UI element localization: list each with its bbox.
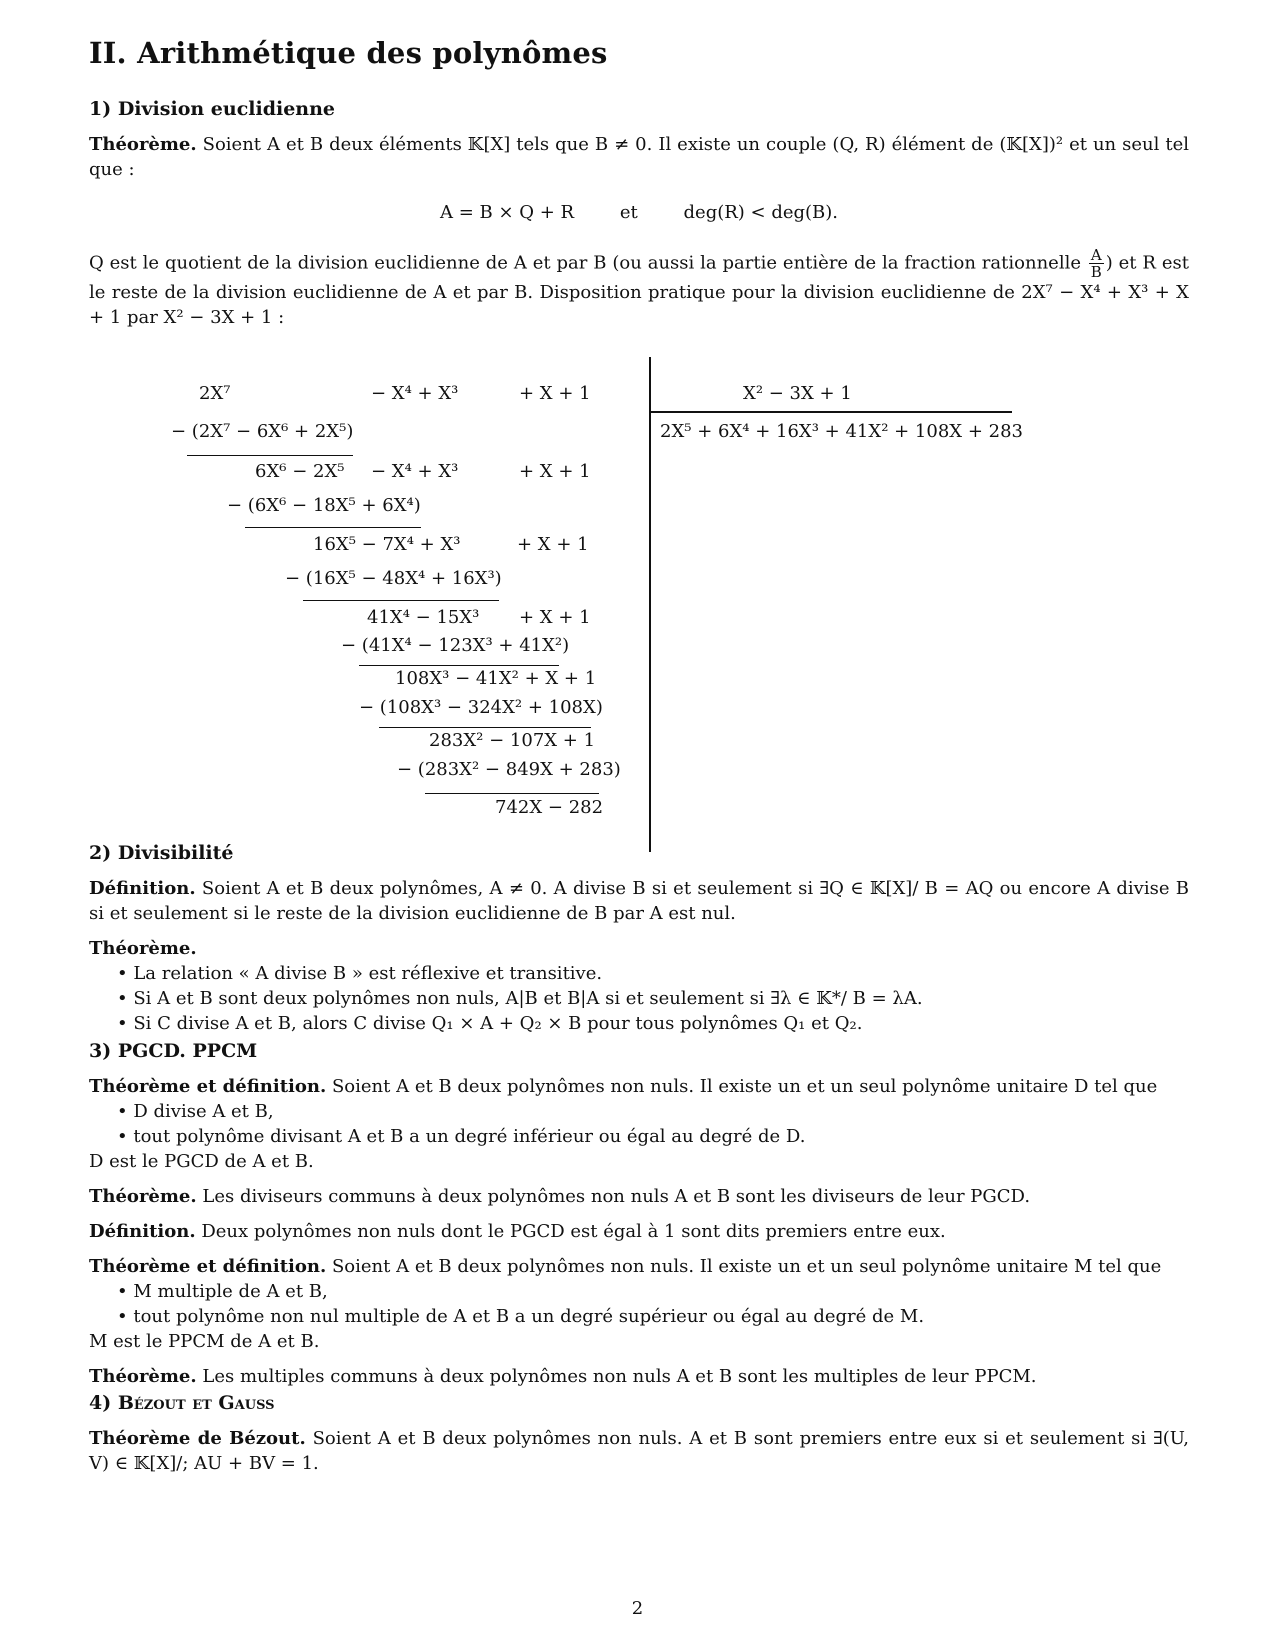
section-divisibility bbox=[89, 842, 1189, 1040]
list-item: • Si A et B sont deux polynômes non nuls, A|B et B|A si et seulement si ∃λ ∈ 𝕂*/ B = λA. bbox=[117, 986, 1189, 1011]
division-layout bbox=[89, 357, 1189, 852]
list-item: • tout polynôme divisant A et B a un degré inférieur ou égal au degré de D. bbox=[117, 1124, 1189, 1149]
division-step-5: − (108X³ − 324X² + 108X) bbox=[359, 697, 603, 718]
definition-text: Deux polynômes non nuls dont le PGCD est égal à 1 sont dits premiers entre eux. bbox=[201, 1221, 946, 1242]
division-formula: A = B × Q + R et deg(R) < deg(B). bbox=[439, 202, 839, 223]
theorem-division bbox=[89, 132, 1189, 182]
document-page bbox=[89, 36, 1189, 340]
theorem-definition-label: Théorème et définition. bbox=[89, 1256, 327, 1277]
division-step-2: − (6X⁶ − 18X⁵ + 6X⁴) bbox=[227, 495, 421, 516]
fraction-denominator: B bbox=[1090, 263, 1102, 281]
remainder-6: 283X² − 107X + 1 bbox=[429, 730, 596, 751]
division-rule-3 bbox=[303, 600, 499, 601]
theorem-label-divisibility: Théorème. bbox=[89, 938, 197, 959]
list-item: • La relation « A divise B » est réflexive et transitive. bbox=[117, 961, 1189, 986]
dividend-term-3: + X + 1 bbox=[519, 383, 591, 404]
quotient: 2X⁵ + 6X⁴ + 16X³ + 41X² + 108X + 283 bbox=[660, 421, 1023, 442]
section-heading-division: 1) Division euclidienne bbox=[89, 98, 336, 120]
definition-divisibility bbox=[89, 876, 1189, 926]
list-item: • D divise A et B, bbox=[117, 1099, 1189, 1124]
theorem-definition-label: Théorème et définition. bbox=[89, 1076, 327, 1097]
division-vertical-bar bbox=[649, 357, 651, 852]
division-rule-4 bbox=[359, 665, 559, 666]
section-pgcd-ppcm bbox=[89, 1040, 1189, 1399]
pgcd-conclusion: D est le PGCD de A et B. bbox=[89, 1151, 314, 1172]
section-bezout-gauss bbox=[89, 1392, 1189, 1486]
remainder-2-a: 6X⁶ − 2X⁵ bbox=[255, 461, 345, 482]
theorem-label: Théorème. bbox=[89, 134, 197, 155]
division-rule-2 bbox=[245, 527, 421, 528]
definition-label: Définition. bbox=[89, 1221, 196, 1242]
theorem-definition-text: Soient A et B deux polynômes non nuls. Il existe un et un seul polynôme unitaire D tel que bbox=[331, 1076, 1158, 1097]
page-title: II. Arithmétique des polynômes bbox=[89, 36, 608, 70]
list-item: • tout polynôme non nul multiple de A et B a un degré supérieur ou égal au degré de M. bbox=[117, 1304, 1189, 1329]
section-heading-pgcd: 3) PGCD. PPCM bbox=[89, 1040, 258, 1062]
remainder-5: 108X³ − 41X² + X + 1 bbox=[395, 668, 597, 689]
fraction-a-over-b bbox=[1089, 247, 1104, 280]
section-heading-divisibility: 2) Divisibilité bbox=[89, 842, 234, 864]
division-rule-1 bbox=[187, 455, 353, 456]
remainder-2-c: + X + 1 bbox=[519, 461, 591, 482]
list-item: • M multiple de A et B, bbox=[117, 1279, 1189, 1304]
remainder-4-a: 41X⁴ − 15X³ bbox=[367, 607, 480, 628]
remainder-2-b: − X⁴ + X³ bbox=[371, 461, 459, 482]
theorem-definition-text: Soient A et B deux polynômes non nuls. Il existe un et un seul polynôme unitaire M tel que bbox=[331, 1256, 1162, 1277]
division-step-1: − (2X⁷ − 6X⁶ + 2X⁵) bbox=[171, 421, 354, 442]
division-step-4: − (41X⁴ − 123X³ + 41X²) bbox=[341, 635, 570, 656]
page-number: 2 bbox=[631, 1598, 644, 1619]
division-rule-6 bbox=[425, 793, 599, 794]
theorem-label: Théorème de Bézout. bbox=[89, 1428, 306, 1449]
fraction-numerator: A bbox=[1090, 246, 1102, 264]
division-step-6: − (283X² − 849X + 283) bbox=[397, 759, 621, 780]
definition-coprime bbox=[89, 1219, 1189, 1244]
remainder-3-a: 16X⁵ − 7X⁴ + X³ bbox=[313, 534, 461, 555]
quotient-paragraph bbox=[89, 247, 1189, 330]
final-remainder: 742X − 282 bbox=[495, 797, 604, 818]
quotient-text-a: Q est le quotient de la division euclidienne de A et par B (ou aussi la partie entière de la fraction rationnelle bbox=[89, 252, 1081, 274]
division-horizontal-bar bbox=[649, 411, 1012, 413]
theorem-text: Les multiples communs à deux polynômes non nuls A et B sont les multiples de leur PPCM. bbox=[202, 1366, 1037, 1387]
theorem-label: Théorème. bbox=[89, 1186, 197, 1207]
theorem-definition-pgcd bbox=[89, 1074, 1189, 1099]
divisor: X² − 3X + 1 bbox=[743, 383, 852, 404]
theorem-ppcm-multiples bbox=[89, 1364, 1189, 1389]
division-rule-5 bbox=[379, 727, 591, 728]
section-heading-bezout: 4) Bézout et Gauss bbox=[89, 1392, 275, 1414]
divisibility-list bbox=[89, 961, 1189, 1036]
ppcm-conclusion: M est le PPCM de A et B. bbox=[89, 1331, 320, 1352]
remainder-3-c: + X + 1 bbox=[517, 534, 589, 555]
theorem-text: Soient A et B deux polynômes non nuls. A et B sont premiers entre eux si et seulement si ∃(U, V) ∈ 𝕂[X]/; AU + BV = 1. bbox=[89, 1428, 1189, 1474]
theorem-bezout bbox=[89, 1426, 1189, 1476]
dividend-term-2: − X⁴ + X³ bbox=[371, 383, 459, 404]
pgcd-list bbox=[89, 1099, 1189, 1149]
theorem-text: Les diviseurs communs à deux polynômes non nuls A et B sont les diviseurs de leur PGCD. bbox=[202, 1186, 1031, 1207]
dividend-term-1: 2X⁷ bbox=[199, 383, 231, 404]
theorem-label: Théorème. bbox=[89, 1366, 197, 1387]
list-item: • Si C divise A et B, alors C divise Q₁ × A + Q₂ × B pour tous polynômes Q₁ et Q₂. bbox=[117, 1011, 1189, 1036]
division-step-3: − (16X⁵ − 48X⁴ + 16X³) bbox=[285, 568, 502, 589]
remainder-4-c: + X + 1 bbox=[519, 607, 591, 628]
theorem-text: Soient A et B deux éléments 𝕂[X] tels que B ≠ 0. Il existe un couple (Q, R) élément de (𝕂[X])² et un seul tel que : bbox=[89, 134, 1189, 180]
definition-text: Soient A et B deux polynômes, A ≠ 0. A divise B si et seulement si ∃Q ∈ 𝕂[X]/ B = AQ ou encore A divise B si et seulement si le reste de la division euclidienne de B par A est nul. bbox=[89, 878, 1189, 924]
ppcm-list bbox=[89, 1279, 1189, 1329]
theorem-pgcd-divisors bbox=[89, 1184, 1189, 1209]
theorem-definition-ppcm bbox=[89, 1254, 1189, 1279]
definition-label: Définition. bbox=[89, 878, 196, 899]
quotient-text-b: ) et R est le reste de la division euclidienne de A et par B. Disposition pratique pour la division euclidienne de 2X⁷ − X⁴ + X³ + X + 1 par X² − 3X + 1 : bbox=[89, 252, 1189, 328]
